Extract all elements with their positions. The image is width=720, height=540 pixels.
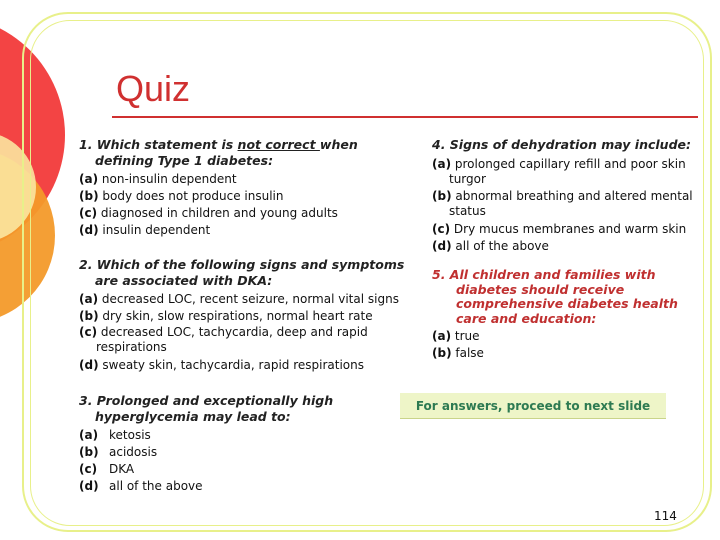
q3-option-c: (c) DKA <box>79 462 135 476</box>
title-underline <box>112 116 698 118</box>
q4-option-a: (a) prolonged capillary refill and poor skin turgor <box>432 157 686 186</box>
q1-option-c: (c) diagnosed in children and young adults <box>79 206 338 220</box>
q4-option-b: (b) abnormal breathing and altered mental status <box>432 189 693 218</box>
q4-option-d: (d) all of the above <box>432 239 549 253</box>
answer-note-box <box>400 393 666 419</box>
question-1 <box>79 137 409 239</box>
q4-option-c: (c) Dry mucus membranes and warm skin <box>432 222 687 236</box>
question-1-text: 1. Which statement is not correct when defining Type 1 diabetes: <box>79 137 358 168</box>
question-4 <box>432 137 696 255</box>
slide-title: Quiz <box>116 68 191 109</box>
q1-option-d: (d) insulin dependent <box>79 223 211 237</box>
q5-option-a: (a) true <box>432 329 480 343</box>
q5-option-b: (b) false <box>432 346 484 360</box>
question-5-text: 5. All children and families with diabetes should receive comprehensive diabetes health care and education: <box>432 267 678 326</box>
q1-option-b: (b) body does not produce insulin <box>79 189 284 203</box>
q2-option-c: (c) decreased LOC, tachycardia, deep and rapid respirations <box>79 325 368 354</box>
page-number: 114 <box>654 509 677 523</box>
q3-option-b: (b) acidosis <box>79 445 158 459</box>
question-2 <box>79 257 409 374</box>
question-3-text: 3. Prolonged and exceptionally high hyperglycemia may lead to: <box>79 393 334 424</box>
question-4-text: 4. Signs of dehydration may include: <box>432 137 691 152</box>
q2-option-a: (a) decreased LOC, recent seizure, normal vital signs <box>79 292 399 306</box>
q2-option-d: (d) sweaty skin, tachycardia, rapid respirations <box>79 358 364 372</box>
question-2-text: 2. Which of the following signs and symptoms are associated with DKA: <box>79 257 405 288</box>
question-5 <box>432 268 682 362</box>
answer-note-text: For answers, proceed to next slide <box>415 398 651 413</box>
q2-option-b: (b) dry skin, slow respirations, normal heart rate <box>79 309 373 323</box>
q1-option-a: (a) non-insulin dependent <box>79 172 237 186</box>
q3-option-a: (a) ketosis <box>79 428 151 442</box>
q3-option-d: (d) all of the above <box>79 479 203 493</box>
question-3 <box>79 393 349 495</box>
